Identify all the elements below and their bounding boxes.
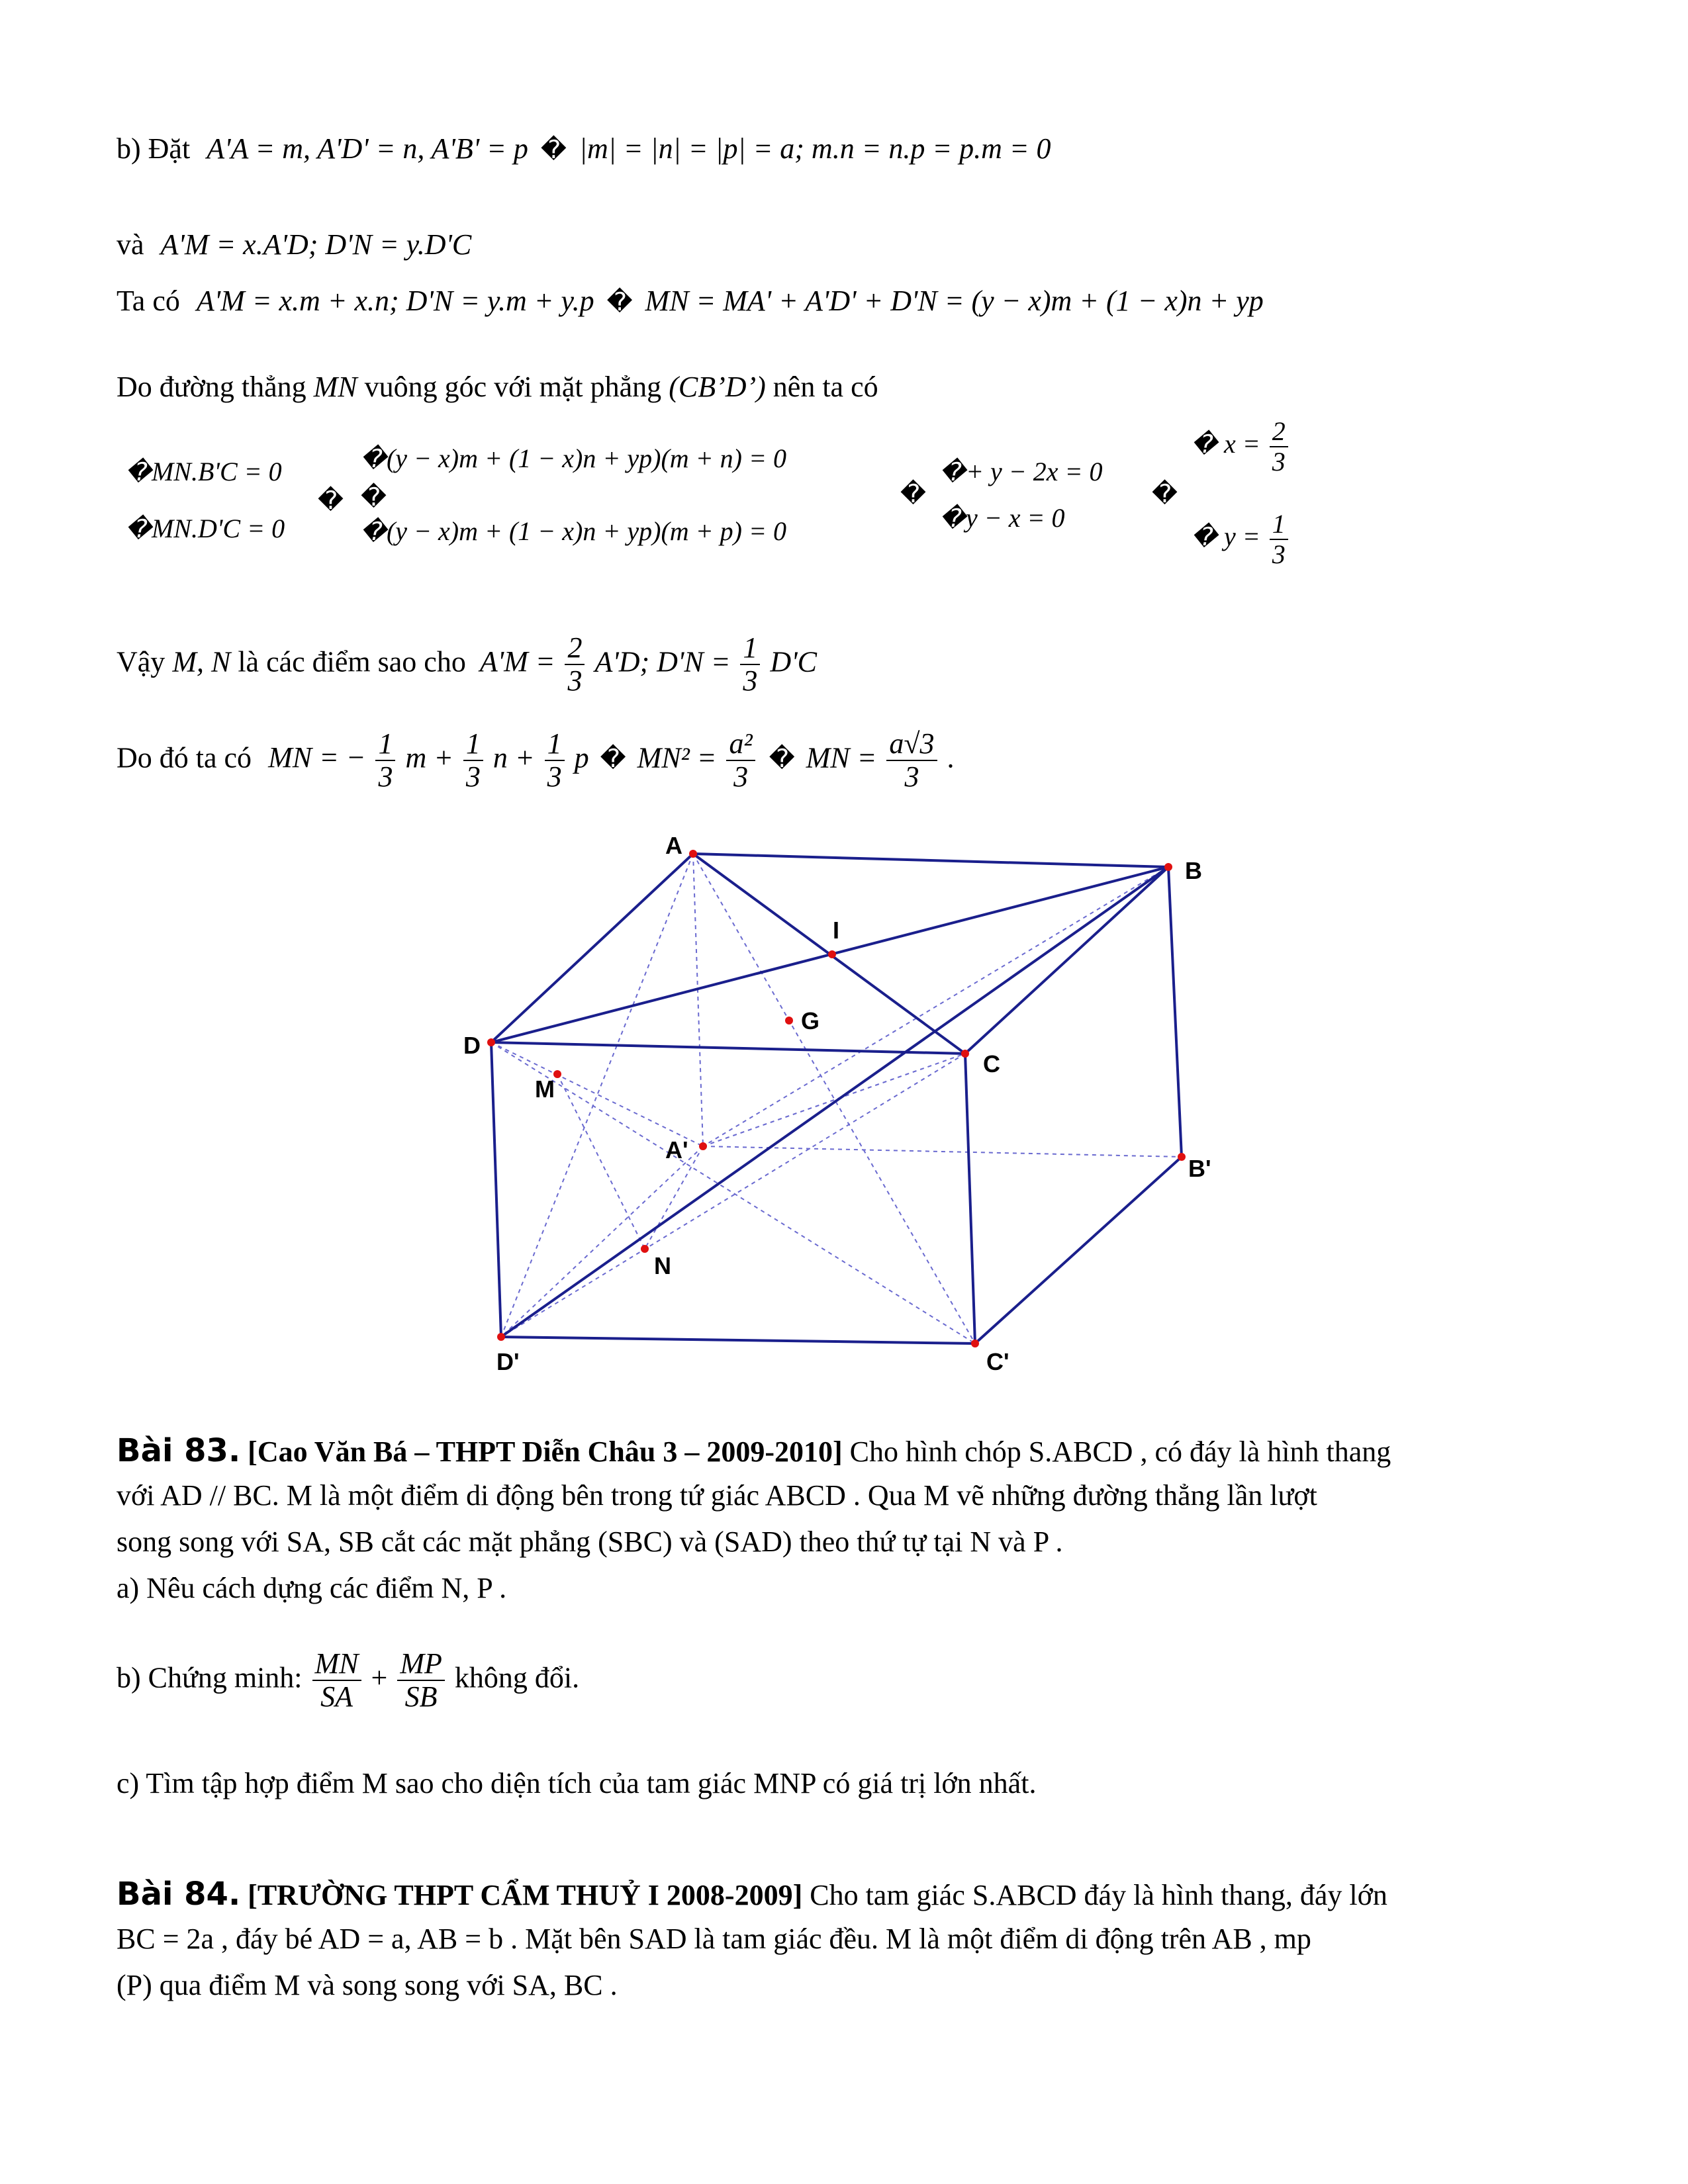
line-taco bbox=[117, 285, 1264, 318]
fraction-two-thirds bbox=[1270, 417, 1288, 477]
unknown-glyph: � bbox=[361, 517, 387, 546]
bai83-line-3 bbox=[117, 1525, 1063, 1559]
unknown-glyph: � bbox=[600, 744, 626, 774]
bai84-l2: BC = 2a , đáy bé AD = a, AB = b . Mặt bên SAD là tam giác đều. M là một điểm di động trên AB , mp bbox=[117, 1923, 1311, 1955]
line-do-duong-thang bbox=[117, 371, 878, 404]
label-A1: A' bbox=[665, 1136, 688, 1163]
dashed-MN bbox=[557, 1074, 645, 1249]
point-G bbox=[785, 1017, 793, 1024]
system-3-a bbox=[940, 457, 1102, 487]
denominator: 3 bbox=[567, 664, 583, 698]
point-I bbox=[828, 950, 836, 958]
denominator: 3 bbox=[743, 664, 758, 698]
dashed-AA1 bbox=[693, 854, 703, 1146]
point-N bbox=[641, 1245, 649, 1253]
point-B bbox=[1164, 863, 1172, 871]
do-mn: MN bbox=[313, 371, 357, 403]
system-2-brace bbox=[361, 480, 387, 514]
unknown-glyph: � bbox=[769, 744, 795, 774]
bai84-l3: (P) qua điểm M và song song với SA, BC . bbox=[117, 1969, 618, 2001]
dodo-mn2: MN² = bbox=[637, 741, 717, 774]
system-3-b bbox=[940, 503, 1064, 533]
fraction-one-third bbox=[463, 728, 483, 794]
unknown-glyph: � bbox=[318, 486, 344, 515]
sys3-a: + y − 2x = 0 bbox=[965, 457, 1103, 486]
label-C1: C' bbox=[986, 1348, 1009, 1375]
vay-f1: A'M = bbox=[479, 645, 555, 678]
numerator: a² bbox=[726, 728, 755, 761]
dodo-f1: MN = − bbox=[268, 741, 366, 774]
unknown-glyph: � bbox=[1192, 522, 1217, 552]
system-1-b bbox=[126, 514, 285, 544]
line-vay bbox=[117, 632, 817, 698]
denominator: 3 bbox=[547, 760, 562, 794]
numerator: 1 bbox=[1270, 510, 1288, 540]
bai84-label: Bài 84. bbox=[117, 1876, 241, 1913]
unknown-glyph: � bbox=[126, 457, 152, 486]
numerator: 1 bbox=[375, 728, 395, 761]
bai83-part-b bbox=[117, 1648, 579, 1713]
sys1-a: MN.B'C = 0 bbox=[151, 457, 282, 486]
do-prefix: Do đường thẳng bbox=[117, 371, 306, 403]
taco-formula-2: MN = MA' + A'D' + D'N = (y − x)m + (1 − x)n + yp bbox=[645, 285, 1264, 317]
vay-f2: A'D; D'N = bbox=[594, 645, 731, 678]
edge-DC bbox=[491, 1042, 965, 1054]
numerator: 1 bbox=[740, 632, 760, 665]
cube-figure bbox=[0, 794, 1688, 1390]
dashed-A1B1 bbox=[703, 1146, 1182, 1157]
dashed-CD1 bbox=[501, 1054, 965, 1337]
bai84-line-3 bbox=[117, 1969, 618, 2003]
edge-CC1 bbox=[965, 1054, 975, 1343]
taco-label: Ta có bbox=[117, 285, 180, 317]
unknown-glyph: � bbox=[606, 287, 633, 316]
bai83-label: Bài 83. bbox=[117, 1432, 241, 1469]
vay-prefix: Vậy bbox=[117, 645, 165, 678]
fraction-one-third bbox=[740, 632, 760, 698]
point-B1 bbox=[1178, 1153, 1186, 1161]
unknown-glyph: � bbox=[126, 514, 152, 543]
arrow-2 bbox=[900, 477, 926, 510]
dodo-m: m + bbox=[405, 741, 453, 774]
point-C bbox=[961, 1050, 969, 1058]
edge-C1B1 bbox=[975, 1157, 1182, 1343]
bai83-a: a) Nêu cách dựng các điểm N, P . bbox=[117, 1572, 507, 1604]
unknown-glyph: � bbox=[361, 482, 387, 512]
edge-AB bbox=[693, 854, 1168, 867]
line-do-do bbox=[117, 728, 955, 794]
denominator: 3 bbox=[378, 760, 393, 794]
dashed-BA1 bbox=[703, 867, 1168, 1146]
solution-x bbox=[1192, 417, 1291, 477]
label-N: N bbox=[654, 1252, 671, 1279]
sys4-x: x = bbox=[1223, 429, 1260, 459]
point-D bbox=[487, 1038, 495, 1046]
point-A bbox=[689, 850, 697, 858]
bai83-b-suffix: không đổi. bbox=[454, 1661, 580, 1694]
do-mid: vuông góc với mặt phẳng bbox=[364, 371, 662, 403]
sys2-a: (y − x)m + (1 − x)n + yp)(m + n) = 0 bbox=[386, 443, 786, 473]
denominator: SB bbox=[404, 1680, 438, 1713]
denominator: 3 bbox=[904, 760, 919, 794]
dashed-DA1 bbox=[491, 1042, 703, 1146]
unknown-glyph: � bbox=[1152, 479, 1178, 508]
unknown-glyph: � bbox=[361, 444, 387, 473]
b-formula: A'A = m, A'D' = n, A'B' = p bbox=[207, 132, 528, 165]
bai83-source: [Cao Văn Bá – THPT Diễn Châu 3 – 2009-2010] bbox=[248, 1435, 843, 1468]
vay-mn: M, N bbox=[172, 645, 231, 678]
label-B: B bbox=[1185, 857, 1202, 884]
denominator: 3 bbox=[465, 760, 481, 794]
va-label: và bbox=[117, 228, 144, 261]
b-norm: |m| = |n| = |p| = a; m.n = n.p = p.m = 0 bbox=[579, 132, 1051, 165]
unknown-glyph: � bbox=[900, 479, 926, 508]
dodo-mnf: MN = bbox=[806, 741, 877, 774]
fraction-one-third bbox=[1270, 510, 1288, 569]
point-A1 bbox=[699, 1142, 707, 1150]
fraction-one-third bbox=[545, 728, 565, 794]
line-va bbox=[117, 228, 471, 262]
edge-DD1 bbox=[491, 1042, 501, 1337]
sys4-y: y = bbox=[1223, 522, 1260, 552]
numerator: MN bbox=[312, 1648, 361, 1681]
do-plane: (CB’D’) bbox=[669, 371, 766, 403]
plus: + bbox=[371, 1661, 388, 1694]
sys1-b: MN.D'C = 0 bbox=[151, 514, 285, 543]
arrow-1 bbox=[318, 483, 344, 517]
bai83-c: c) Tìm tập hợp điểm M sao cho diện tích của tam giác MNP có giá trị lớn nhất. bbox=[117, 1767, 1037, 1799]
label-D1: D' bbox=[496, 1348, 520, 1375]
edge-BC bbox=[965, 867, 1168, 1054]
b-dat-label: b) Đặt bbox=[117, 132, 191, 165]
edge-BB1 bbox=[1168, 867, 1182, 1157]
system-2-a bbox=[361, 443, 786, 474]
denominator: 3 bbox=[733, 760, 749, 794]
fraction-a2-3 bbox=[726, 728, 755, 794]
numerator: a√3 bbox=[886, 728, 937, 761]
bai83-l1: Cho hình chóp S.ABCD , có đáy là hình thang bbox=[849, 1435, 1391, 1468]
unknown-glyph: � bbox=[1192, 430, 1217, 459]
taco-formula-1: A'M = x.m + x.n; D'N = y.m + y.p bbox=[196, 285, 594, 317]
bai84-line-2 bbox=[117, 1923, 1311, 1956]
dodo-prefix: Do đó ta có bbox=[117, 741, 252, 774]
point-D1 bbox=[497, 1333, 505, 1341]
bai83-line-1 bbox=[117, 1433, 1391, 1469]
unknown-glyph: � bbox=[940, 457, 966, 486]
edge-AD bbox=[491, 854, 693, 1042]
line-b-dat bbox=[117, 132, 1051, 166]
label-B1: B' bbox=[1188, 1155, 1211, 1182]
bai83-part-c bbox=[117, 1767, 1036, 1801]
arrow-3 bbox=[1152, 477, 1178, 510]
bai84-l1: Cho tam giác S.ABCD đáy là hình thang, đáy lớn bbox=[810, 1879, 1387, 1911]
numerator: 2 bbox=[565, 632, 585, 665]
fraction-one-third bbox=[375, 728, 395, 794]
label-C: C bbox=[983, 1050, 1000, 1077]
dodo-n: n + bbox=[492, 741, 535, 774]
denominator: 3 bbox=[1272, 539, 1286, 569]
va-formula: A'M = x.A'D; D'N = y.D'C bbox=[160, 228, 472, 261]
label-A: A bbox=[665, 832, 682, 859]
fraction-a-root3-3 bbox=[886, 728, 937, 794]
sys2-b: (y − x)m + (1 − x)n + yp)(m + p) = 0 bbox=[386, 516, 786, 546]
bai83-part-a bbox=[117, 1572, 506, 1606]
denominator: SA bbox=[320, 1680, 353, 1713]
numerator: MP bbox=[397, 1648, 445, 1681]
bai83-l2: với AD // BC. M là một điểm di động bên trong tứ giác ABCD . Qua M vẽ những đường thẳng lần lượt bbox=[117, 1479, 1317, 1512]
unknown-glyph: � bbox=[940, 504, 966, 533]
numerator: 2 bbox=[1270, 417, 1288, 447]
sys3-b: y − x = 0 bbox=[965, 503, 1065, 533]
label-I: I bbox=[833, 917, 840, 944]
bai83-line-2 bbox=[117, 1479, 1317, 1513]
bai84-source: [TRƯỜNG THPT CẨM THUỶ I 2008-2009] bbox=[248, 1879, 803, 1911]
numerator: 1 bbox=[463, 728, 483, 761]
denominator: 3 bbox=[1272, 447, 1286, 477]
do-suffix: nên ta có bbox=[773, 371, 878, 403]
dashed-A1D1 bbox=[501, 1146, 703, 1337]
bai83-l3: song song với SA, SB cắt các mặt phẳng (SBC) và (SAD) theo thứ tự tại N và P . bbox=[117, 1525, 1063, 1558]
unknown-glyph: � bbox=[540, 135, 567, 164]
label-G: G bbox=[801, 1007, 820, 1034]
dodo-p: p bbox=[574, 741, 589, 774]
numerator: 1 bbox=[545, 728, 565, 761]
point-C1 bbox=[971, 1340, 979, 1347]
fraction-mp-sb bbox=[397, 1648, 445, 1713]
fraction-two-thirds bbox=[565, 632, 585, 698]
bai84-line-1 bbox=[117, 1876, 1387, 1913]
solution-y bbox=[1192, 510, 1291, 569]
vay-f3: D'C bbox=[770, 645, 817, 678]
label-D: D bbox=[463, 1032, 481, 1059]
vay-mid: là các điểm sao cho bbox=[238, 645, 466, 678]
dodo-end: . bbox=[947, 741, 955, 774]
bai83-b-prefix: b) Chứng minh: bbox=[117, 1661, 303, 1694]
system-1-a bbox=[126, 457, 282, 487]
fraction-mn-sa bbox=[312, 1648, 361, 1713]
system-2-b bbox=[361, 516, 786, 547]
edge-D1C1 bbox=[501, 1337, 975, 1343]
label-M: M bbox=[535, 1075, 555, 1103]
